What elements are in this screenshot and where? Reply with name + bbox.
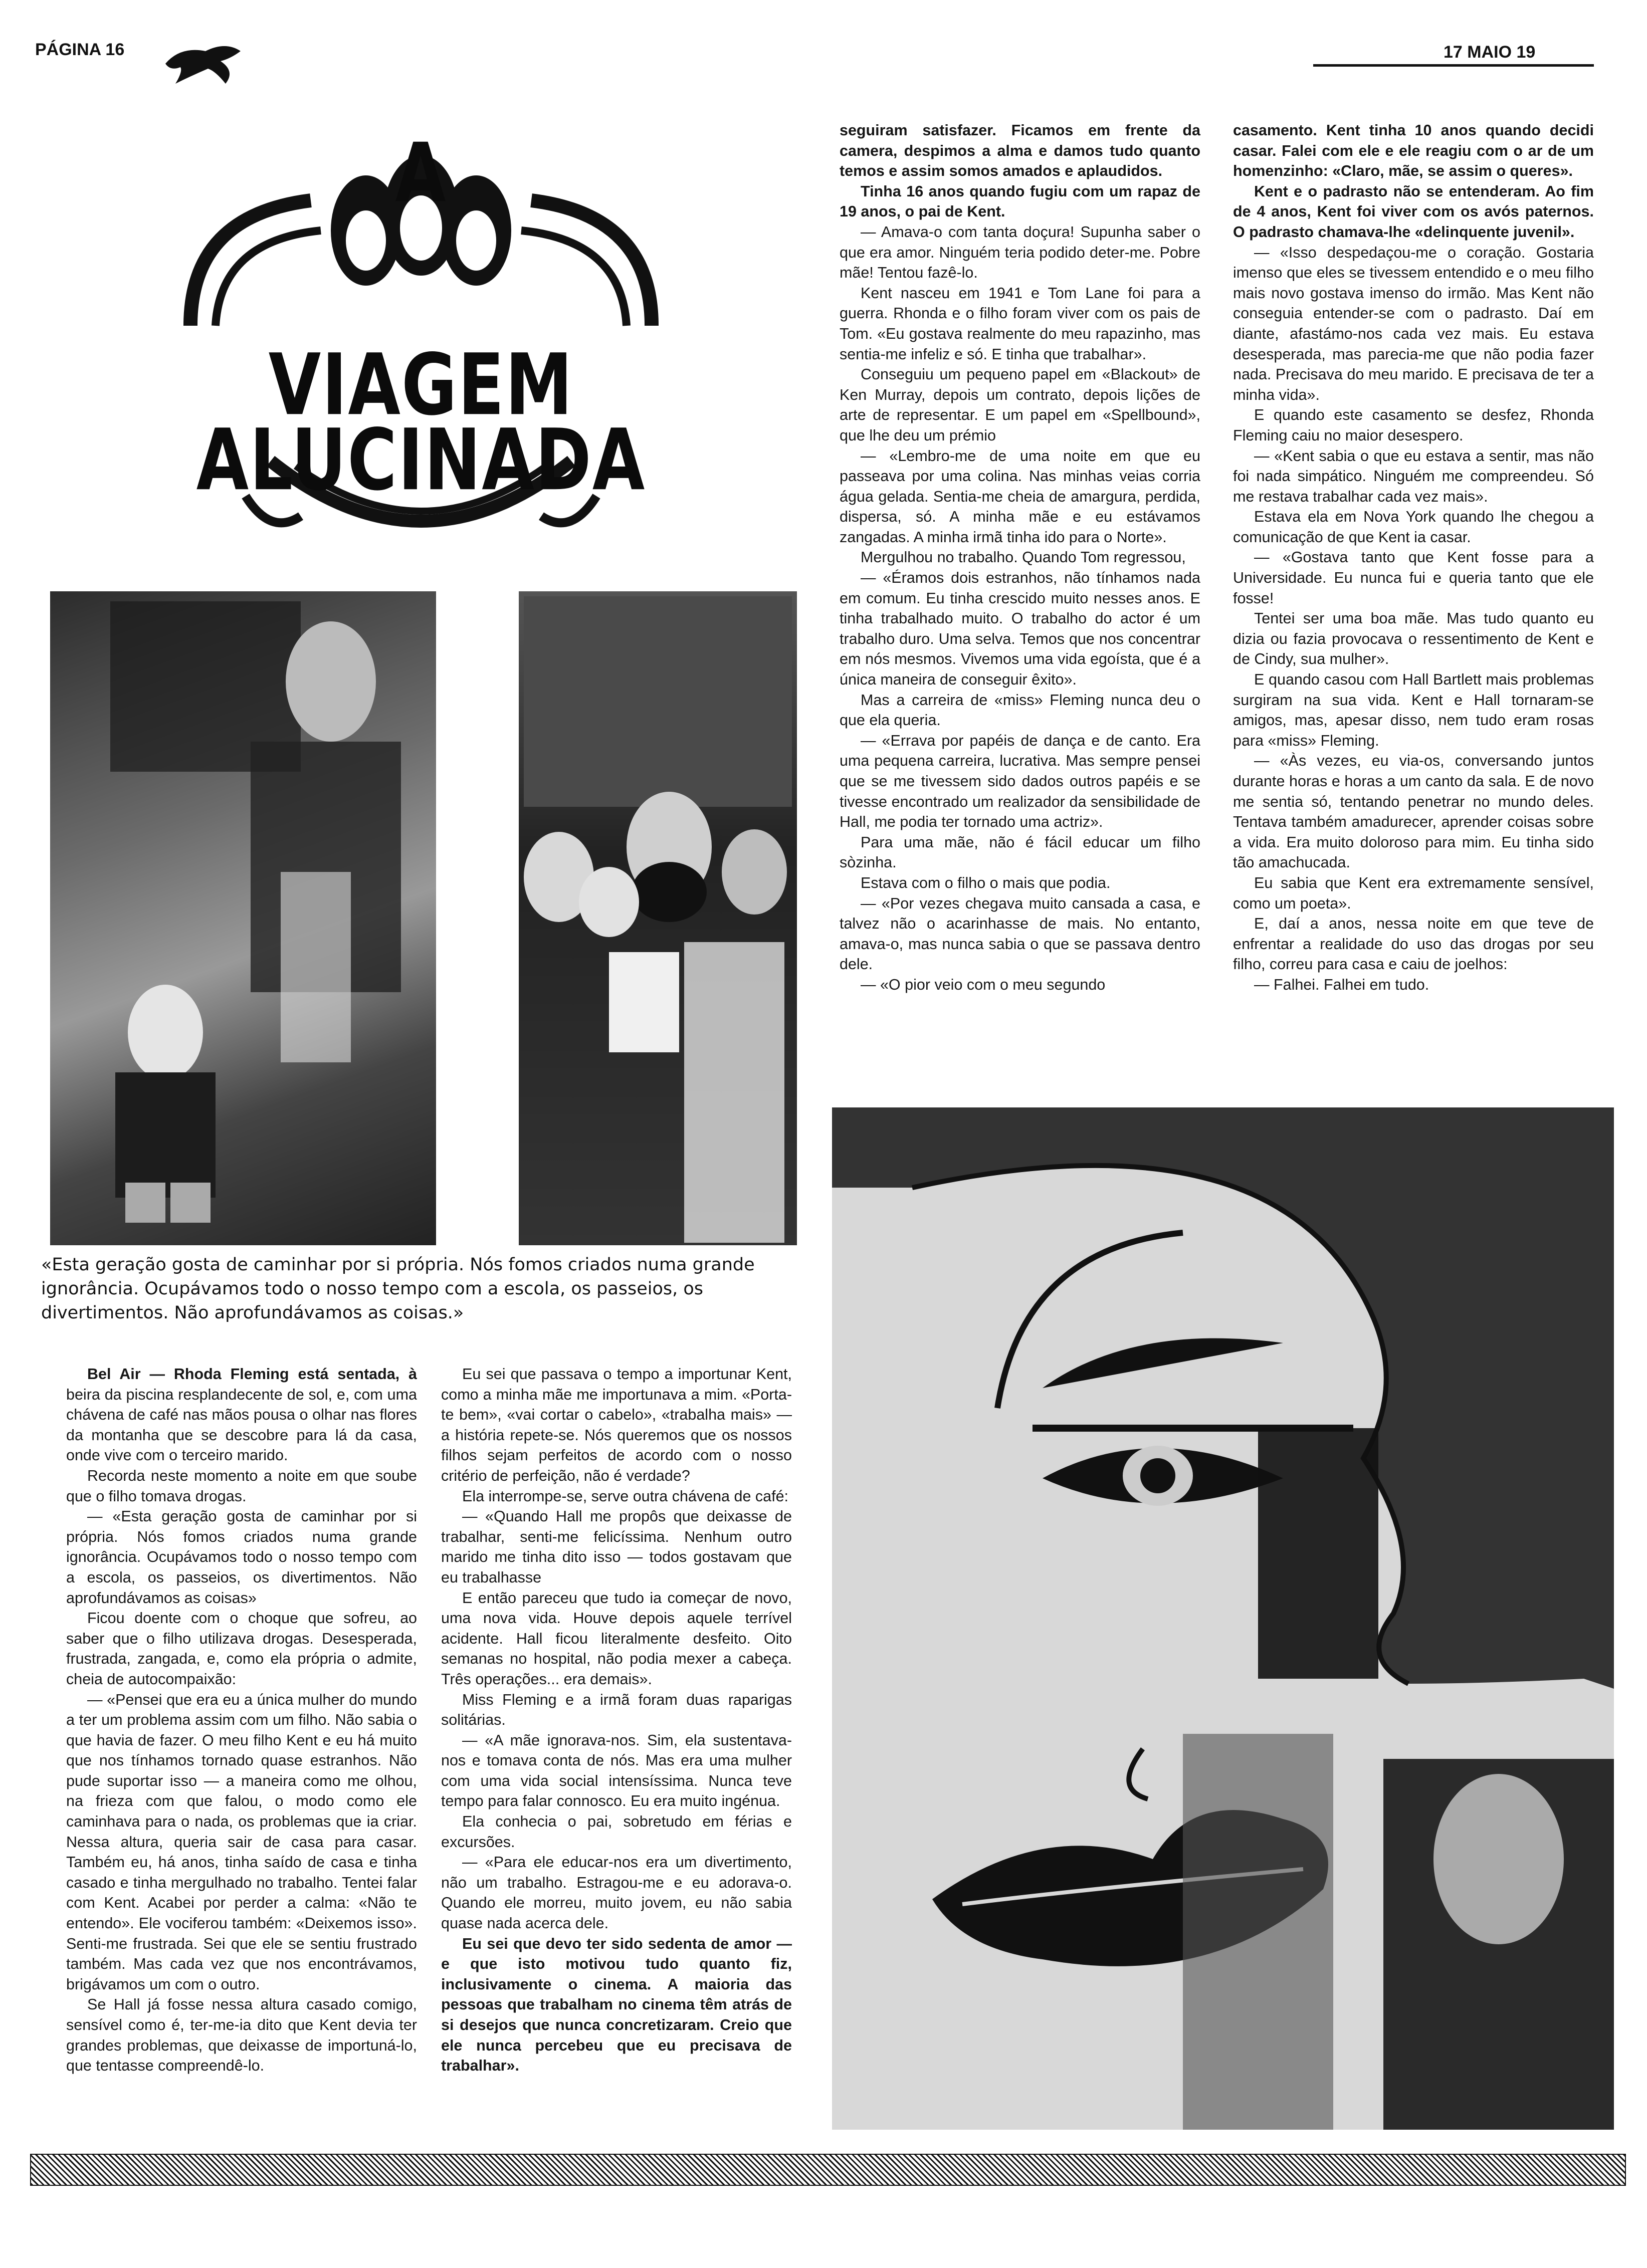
title-line-2: VIAGEM: [268, 336, 574, 434]
issue-date: 17 MAIO 19: [1444, 43, 1536, 62]
paragraph: Bel Air — Rhoda Fleming está sentada, à beira da piscina resplandecente de sol, e, com uma chávena de café nas mãos pousa o olhar nas flores da montanha que se descobre para lá da casa, onde vive com o terceiro marido.: [66, 1366, 417, 1464]
article-column-3: [840, 120, 1200, 995]
paragraph: Mas a carreira de «miss» Fleming nunca deu o que ela queria.: [840, 691, 1200, 729]
title-block: [170, 115, 672, 556]
paragraph: Kent nasceu em 1941 e Tom Lane foi para a guerra. Rhonda e o filho foram viver com os pais de Tom. «Eu gostava realmente do meu rapazinho, mas sentia-me infeliz e só. E tinha que trabalhar».: [840, 284, 1200, 363]
article-column-1: [66, 1364, 417, 2076]
paragraph: E quando casou com Hall Bartlett mais problemas surgiram na sua vida. Kent e Hall tornaram-se amigos, mas, apesar disso, nem tudo eram rosas para «miss» Fleming.: [1233, 671, 1594, 749]
paragraph: Kent e o padrasto não se entenderam. Ao fim de 4 anos, Kent foi viver com os avós paternos. O padrasto chamava-lhe «delinquente juvenil».: [1233, 182, 1594, 241]
paragraph: Mergulhou no trabalho. Quando Tom regressou,: [861, 549, 1186, 566]
paragraph: Tentei ser uma boa mãe. Mas tudo quanto eu dizia ou fazia provocava o ressentimento de Kent e de Cindy, sua mulher».: [1233, 610, 1594, 668]
paragraph: — «Quando Hall me propôs que deixasse de trabalhar, senti-me felicíssima. Nenhum outro marido me tinha dito isso — todos gostavam que eu trabalhasse: [441, 1508, 792, 1586]
photo-crowd-with-bearded-man: [519, 591, 797, 1245]
paragraph: — «Esta geração gosta de caminhar por si própria. Nós fomos criados numa grande ignorância. Ocupávamos todo o nosso tempo com a escola, os passeios, os divertimentos. Não aprofundávamos as coisas»: [66, 1508, 417, 1607]
paragraph: Para uma mãe, não é fácil educar um filho sòzinha.: [840, 833, 1200, 871]
title-line-3: ALUCINADA: [196, 411, 646, 510]
paragraph: Conseguiu um pequeno papel em «Blackout» de Ken Murray, depois um contrato, depois lições de arte de representar. E um papel em «Spellbound», que lhe deu um prémio: [840, 366, 1200, 444]
paragraph: — «Kent sabia o que eu estava a sentir, mas não foi nada simpático. Ninguém me compreendeu. Só me restava trabalhar cada vez mais».: [1233, 447, 1594, 505]
paragraph: Ela interrompe-se, serve outra chávena de café:: [462, 1487, 789, 1505]
paragraph: — «A mãe ignorava-nos. Sim, ela sustentava-nos e tomava conta de nós. Mas era uma mulher com uma vida social intensíssima. Nunca teve tempo para falar connosco. Eu era muito ingénua.: [441, 1731, 792, 1810]
paragraph: — Amava-o com tanta doçura! Supunha saber o que era amor. Ninguém teria podido deter-me. Pobre mãe! Tentou fazê-lo.: [840, 223, 1200, 282]
article-column-4: [1233, 120, 1594, 995]
paragraph: casamento. Kent tinha 10 anos quando decidi casar. Falei com ele e ele reagiu com o ar de um homenzinho: «Claro, mãe, se assim o queres».: [1233, 122, 1594, 180]
paragraph: — «Pensei que era eu a única mulher do mundo a ter um problema assim com um filho. Não sabia o que havia de fazer. O meu filho Kent e eu há muito que nos tínhamos tornado quase estranhos. Não pude suportar isso — a maneira como me olhou, na frieza com que falou, o modo como ele caminhava para o nada, os problemas que ia criar. Nessa altura, queria sair de casa para casar. Também eu, há anos, tinha saído de casa e tinha casado e tinha mergulhado no trabalho. Tentei falar com Kent. Acabei por perder a calma: «Não te entendo». Ele vociferou também: «Deixemos isso». Senti-me frustrada. Sei que ele se sentiu frustrado também. Mas cada vez que nos encontrávamos, brigávamos um com o outro.: [66, 1691, 417, 1993]
title-line-1: A: [395, 125, 447, 220]
paragraph: Tinha 16 anos quando fugiu com um rapaz de 19 anos, o pai de Kent.: [840, 182, 1200, 220]
photo-girl-on-floor: [50, 591, 436, 1245]
paragraph: Miss Fleming e a irmã foram duas raparigas solitárias.: [441, 1691, 792, 1729]
paragraph: — «Para ele educar-nos era um divertimento, não um trabalho. Estragou-me e eu adorava-o. Quando ele morreu, muito jovem, eu não sabia quase nada acerca dele.: [441, 1854, 792, 1932]
paragraph: — «Por vezes chegava muito cansada a casa, e talvez não o acarinhasse de mais. No entanto, amava-o, mas nunca sabia o que se passava dentro dele.: [840, 894, 1200, 973]
paragraph: E quando este casamento se desfez, Rhonda Fleming caiu no maior desespero.: [1233, 406, 1594, 444]
article-column-2: [441, 1364, 792, 2076]
paragraph: — «Errava por papéis de dança e de canto. Era uma pequena carreira, lucrativa. Mas sempre pensei que se me tivessem sido dados outros papéis e se tivesse encontrado um realizador da sensibilidade de Hall, me podia ter tornado uma actriz».: [840, 732, 1200, 831]
paragraph: Recorda neste momento a noite em que soube que o filho tomava drogas.: [66, 1467, 417, 1505]
header-rule: [1313, 64, 1594, 67]
art-nouveau-face-illustration: [832, 1107, 1614, 2130]
paragraph: Eu sei que passava o tempo a importunar Kent, como a minha mãe me importunava a mim. «Porta-te bem», «vai cortar o cabelo», «trabalha mais» — a história repete-se. Nós queremos que os nossos filhos sejam perfeitos de acordo com o nosso critério de perfeição, não é verdade?: [441, 1366, 792, 1484]
paragraph: — «Gostava tanto que Kent fosse para a Universidade. Eu nunca fui e queria tanto que ele fosse!: [1233, 549, 1594, 607]
bottom-hatch-band: [30, 2154, 1626, 2186]
photo-caption: «Esta geração gosta de caminhar por si própria. Nós fomos criados numa grande ignorância. Ocupávamos todo o nosso tempo com a escola, os passeios, os divertimentos. Não aprofundávamos as coisas.»: [41, 1255, 755, 1323]
paragraph: Estava ela em Nova York quando lhe chegou a comunicação de que Kent ia casar.: [1233, 508, 1594, 546]
paragraph: Se Hall já fosse nessa altura casado comigo, sensível como é, ter-me-ia dito que Kent devia ter grandes problemas, que deixasse de importuná-lo, que tentasse compreendê-lo.: [66, 1996, 417, 2075]
paragraph: E, daí a anos, nessa noite em que teve de enfrentar a realidade do uso das drogas por seu filho, correu para casa e caiu de joelhos:: [1233, 915, 1594, 973]
paragraph: Estava com o filho o mais que podia.: [861, 874, 1111, 891]
paragraph: — «Às vezes, eu via-os, conversando juntos durante horas e horas a um canto da sala. E de novo me sentia só, tentando penetrar no mundo deles. Tentava também amadurecer, aprender coisas sobre a vida. Era muito doloroso para mim. Eu tinha sido tão amachucada.: [1233, 752, 1594, 871]
paragraph: Eu sabia que Kent era extremamente sensível, como um poeta».: [1233, 874, 1594, 912]
paragraph: seguiram satisfazer. Ficamos em frente da camera, despimos a alma e damos tudo quanto temos e assim somos amados e aplaudidos.: [840, 122, 1200, 180]
paragraph: — Falhei. Falhei em tudo.: [1254, 976, 1429, 993]
fly-icon: [160, 36, 246, 91]
paragraph: Ficou doente com o choque que sofreu, ao saber que o filho utilizava drogas. Desesperada, frustrada, zangada, e, como ela própria o admite, cheia de autocompaixão:: [66, 1610, 417, 1688]
page-label: PÁGINA 16: [35, 40, 125, 59]
paragraph: — «Éramos dois estranhos, não tínhamos nada em comum. Eu tinha crescido muito nesses anos. E tinha trabalhado muito. O trabalho do actor é um trabalho duro. Uma selva. Temos que nos concentrar em nós mesmos. Vivemos uma vida egoísta, que é a única maneira de conseguir êxito».: [840, 569, 1200, 689]
paragraph: — «Lembro-me de uma noite em que eu passeava por uma colina. Nas minhas veias corria água gelada. Sentia-me cheia de amargura, perdida, dispersa, só. A minha mãe e eu estávamos zangadas. A minha irmã tinha ido para o Norte».: [840, 447, 1200, 546]
paragraph: Eu sei que devo ter sido sedenta de amor — e que isto motivou tudo quanto fiz, inclusivamente o cinema. A maioria das pessoas que trabalham no cinema têm atrás de si desejos que nunca concretizaram. Creio que ele nunca percebeu que eu precisava de trabalhar».: [441, 1935, 792, 2075]
paragraph: Ela conhecia o pai, sobretudo em férias e excursões.: [441, 1813, 792, 1851]
paragraph: — «O pior veio com o meu segundo: [861, 976, 1106, 993]
paragraph: — «Isso despedaçou-me o coração. Gostaria imenso que eles se tivessem entendido e o meu filho mais novo gostava imenso do irmão. Mas Kent não conseguia entender-se com o padrasto. Daí em diante, afastámo-nos cada vez mais. Eu estava desesperada, mas parecia-me que não podia fazer nada. Precisava do meu marido. E precisava de ter a minha vida».: [1233, 244, 1594, 403]
paragraph: E então pareceu que tudo ia começar de novo, uma nova vida. Houve depois aquele terrível acidente. Hall ficou literalmente desfeito. Oito semanas no hospital, não podia mexer a cabeça. Três operações... era demais».: [441, 1589, 792, 1688]
